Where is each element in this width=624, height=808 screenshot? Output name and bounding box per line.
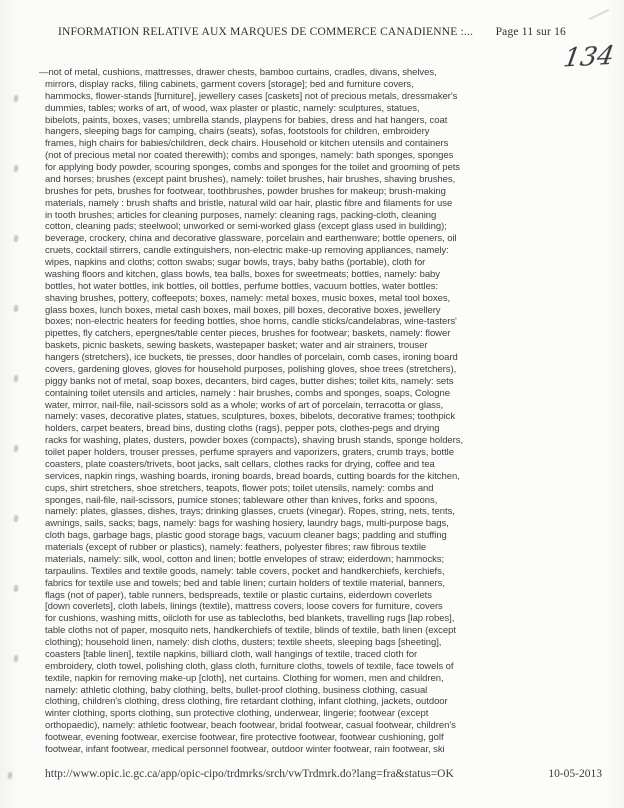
- text-line: toilet paper holders, trouser presses, perfume sprayers and vaporizers, graters, crumb trays, bottle: [45, 447, 454, 458]
- text-line: holders, carpet beaters, bread bins, dusting cloths (rags), pepper pots, clothes-pegs and drying: [45, 423, 440, 435]
- text-line: hangers, sleeping bags for camping, chairs (seats), sofas, footstools for children, embroidery: [45, 126, 430, 138]
- text-line: cups, shirt stretchers, shoe stretchers, teapots, flower pots; toilet utensils, namely: combs and: [45, 482, 434, 494]
- text-line: hangers (stretchers), ice buckets, tie presses, door handles of porcelain, comb cases, ironing board: [45, 352, 458, 363]
- text-line: boxes; non-electric heaters for feeding bottles, shoe horns, candle sticks/candelabras, wine-tasters': [45, 316, 457, 328]
- handwritten-page-number: 134: [561, 40, 617, 74]
- text-line: covers, gardening gloves, gloves for household purposes, polishing gloves, shoe trees (stretchers),: [45, 363, 457, 375]
- text-line: baskets, picnic baskets, sewing baskets, wastepaper basket; water and air strainers, trouser: [45, 340, 428, 352]
- print-date: 10-05-2013: [548, 768, 602, 780]
- text-line: shaving brushes, pottery, coffeepots; boxes, namely: metal boxes, music boxes, metal tool boxes,: [45, 292, 451, 304]
- text-line: cloth bags, garbage bags, plastic good storage bags, vacuum cleaner bags; padding and stuffing: [45, 530, 447, 542]
- text-line: [down coverlets], cloth labels, linings (textile), mattress covers, loose covers for furniture, covers: [45, 601, 443, 613]
- text-line: namely: plates, glasses, dishes, trays; drinking glasses, cruets (vinegar). Ropes, string, nets, tents,: [45, 506, 455, 518]
- text-line: mirrors, display racks, filing cabinets, garment covers [storage]; bed and furniture covers,: [45, 78, 414, 90]
- text-line: frames, high chairs for babies/children, deck chairs. Household or kitchen utensils and containers: [45, 138, 449, 150]
- text-line: textile, napkin for removing make-up [cloth], net curtains. Clothing for women, men and children,: [45, 672, 444, 684]
- text-line: piggy banks not of metal, soap boxes, decanters, bird cages, butter dishes; toilet kits, namely: sets: [45, 375, 454, 387]
- text-line: beverage, crockery, china and decorative glassware, porcelain and earthenware; bottle openers, oil: [45, 233, 457, 245]
- text-line: brushes for pets, brushes for footwear, toothbrushes, powder brushes for makeup; brush-making: [45, 185, 446, 197]
- page-indicator: Page 11 sur 16: [495, 26, 566, 38]
- text-line: namely: vases, decorative plates, statues, sculptures, boxes, bibelots, decorative frames; toothpick: [45, 411, 456, 423]
- text-line: footwear, infant footwear, medical personnel footwear, outdoor winter footwear, rain footwear, ski: [45, 743, 445, 755]
- text-line: —not of metal, cushions, mattresses, drawer chests, bamboo curtains, cradles, divans, shelves,: [39, 67, 437, 78]
- text-line: sponges, nail-file, nail-scissors, pumice stones; tableware other than knives, forks and spoons,: [45, 494, 438, 506]
- text-line: coasters, plate coasters/trivets, boot jacks, salt cellars, clothes racks for drying, coffee and tea: [45, 458, 435, 470]
- text-line: for cushions, washing mitts, oilcloth for use as tablecloths, bed blankets, travelling rugs [lap robes],: [45, 613, 455, 625]
- text-line: (not of precious metal nor coated therewith); combs and sponges, namely: bath sponges, sponges: [45, 150, 454, 162]
- text-line: clothing); household linen, namely: dish cloths, dusters; textile sheets, sleeping bags [sheeting],: [45, 637, 442, 648]
- text-line: pipettes, fly catchers, epergnes/table center pieces, brushes for footwear; baskets, namely: flower: [45, 328, 451, 340]
- document-title: INFORMATION RELATIVE AUX MARQUES DE COMMERCE CANADIENNE :...: [58, 26, 474, 38]
- text-line: glass boxes, lunch boxes, metal cash boxes, mail boxes, pill boxes, decorative boxes, jewellery: [45, 304, 441, 316]
- text-line: in tooth brushes; articles for cleaning purposes, namely: cleaning rags, packing-cloth, cleaning: [45, 209, 437, 221]
- text-line: cotton, cleaning pads; steelwool; unworked or semi-worked glass (except glass used in building);: [45, 221, 447, 233]
- text-line: containing toilet utensils and articles, namely : hair brushes, combs and sponges, soaps, Cologne: [45, 387, 450, 399]
- document-header: [58, 26, 566, 38]
- text-line: services, napkin rings, washing boards, ironing boards, bread boards, cutting boards for the kitchen,: [45, 470, 460, 482]
- text-line: awnings, sails, sacks; bags, namely: bags for washing hosiery, laundry bags, multi-purpose bags,: [45, 518, 449, 530]
- text-line: coasters [table linen], textile napkins, billiard cloth, wall hangings of textile, traced cloth for: [45, 648, 418, 660]
- goods-list-text: [39, 67, 605, 756]
- text-line: for applying body powder, scouring sponges, combs and sponges for the toilet and grooming of pets: [45, 162, 460, 173]
- source-url[interactable]: http://www.opic.ic.gc.ca/app/opic-cipo/trdmrks/srch/vwTrdmrk.do?lang=fra&status=OK: [45, 768, 454, 780]
- text-line: dummies, tables; works of art, of wood, wax plaster or plastic, namely: sculptures, statues,: [45, 102, 420, 114]
- document-footer: [45, 768, 602, 780]
- text-line: tarpaulins. Textiles and textile goods, namely: table covers, pocket and handkerchiefs, kerchiefs,: [45, 565, 445, 577]
- text-line: embroidery, cloth towel, polishing cloth, glass cloth, furniture cloths, towels of textile, face towels of: [45, 660, 454, 672]
- text-line: washing floors and kitchen, glass bowls, tea balls, boxes for sweetmeats; bottles, namely: baby: [45, 268, 440, 280]
- text-line: clothing, children's clothing, dress clothing, fire retardant clothing, infant clothing, jackets, outdoor: [45, 696, 448, 708]
- text-line: flags (not of paper), table runners, bedspreads, textile or plastic curtains, eiderdown coverlets: [45, 589, 432, 601]
- text-line: hammocks, flower-stands [furniture], jewellery cases [caskets] not of precious metals, dressmaker's: [45, 90, 458, 102]
- scan-corner-artifact: [589, 9, 609, 19]
- text-line: footwear, evening footwear, exercise footwear, fire protective footwear, footwear cushioning, golf: [45, 732, 444, 743]
- text-line: winter clothing, sports clothing, sun protective clothing, underwear, lingerie; footwear (except: [45, 708, 429, 720]
- text-line: bottles, hot water bottles, ink bottles, oil bottles, perfume bottles, vacuum bottles, water bottles:: [45, 280, 439, 292]
- text-line: orthopaedic), namely: athletic footwear, beach footwear, bridal footwear, casual footwear, children's: [45, 720, 456, 732]
- text-line: materials, namely: silk, wool, cotton and linen; bottle envelopes of straw; eiderdown; hammocks;: [45, 553, 445, 565]
- text-line: materials, namely : brush shafts and bristle, natural wild oar hair, plastic fibre and filaments for use: [45, 197, 453, 209]
- text-line: fabrics for textile use and towels; bed and table linen; curtain holders of textile material, banners,: [45, 577, 445, 589]
- text-line: bibelots, paints, boxes, vases; umbrella stands, playpens for babies, dress and hat hangers, coat: [45, 114, 448, 126]
- text-line: namely: athletic clothing, baby clothing, belts, bullet-proof clothing, business clothing, casual: [45, 684, 428, 696]
- text-line: table cloths not of paper, mosquito nets, handkerchiefs of textile, blinds of textile, bath linen (except: [45, 625, 456, 637]
- text-line: wipes, napkins and cloths; cotton swabs; sugar bowls, trays, baby baths (portable), cloth for: [45, 257, 426, 268]
- text-line: cruets, cocktail stirrers, candle extinguishers, non-electric make-up removing appliances, namely:: [45, 245, 449, 257]
- text-line: materials (except of rubber or plastics), namely: feathers, polyester fibres; raw fibrous textile: [45, 542, 427, 553]
- text-line: racks for washing, plates, dusters, powder boxes (compacts), shaving brush stands, sponge holders,: [45, 435, 464, 447]
- text-line: water, mirror, nail-file, nail-scissors sold as a whole; works of art of porcelain, terracotta or glass,: [45, 399, 444, 411]
- text-line: and horses; brushes (except paint brushes), namely: toilet brushes, hair brushes, shaving brushes,: [45, 173, 456, 185]
